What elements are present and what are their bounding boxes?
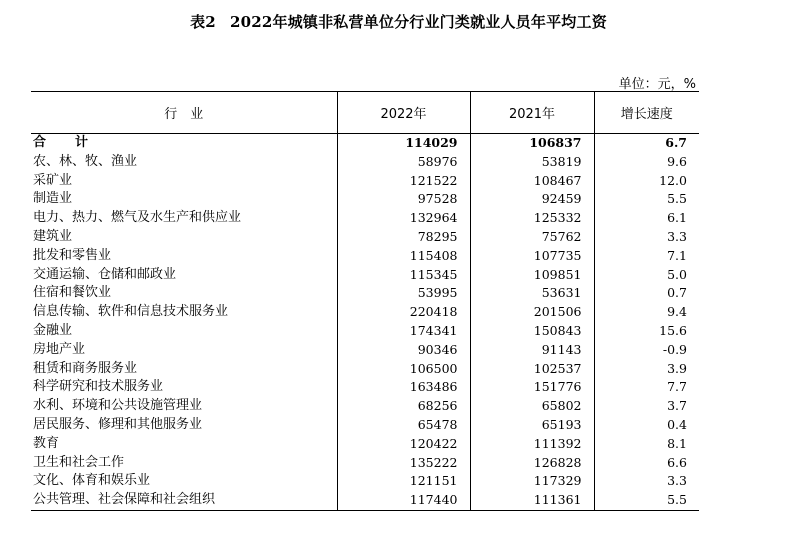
industry-name-cell: 制造业 bbox=[33, 191, 73, 207]
table-row bbox=[31, 397, 699, 416]
wage-2022-cell: 121522 bbox=[337, 172, 470, 191]
industry-name-cell: 公共管理、社会保障和社会组织 bbox=[31, 491, 337, 510]
growth-rate-cell: 5.5 bbox=[594, 491, 699, 510]
industry-name-cell: 租赁和商务服务业 bbox=[33, 360, 138, 376]
wage-table bbox=[31, 91, 699, 511]
wage-2022-cell: 90346 bbox=[337, 341, 470, 360]
wage-2022-cell: 106500 bbox=[337, 360, 470, 379]
table-row bbox=[31, 435, 699, 454]
table-row bbox=[31, 472, 699, 491]
industry-name-cell: 农、林、牧、渔业 bbox=[33, 153, 138, 169]
header-industry: 行 业 bbox=[31, 92, 337, 134]
growth-rate-cell: 5.0 bbox=[594, 266, 699, 285]
table-row bbox=[31, 341, 699, 360]
wage-2022-cell: 115408 bbox=[337, 247, 470, 266]
wage-2022-cell: 58976 bbox=[337, 153, 470, 172]
wage-2021-cell: 117329 bbox=[470, 472, 594, 491]
industry-name-cell: 文化、体育和娱乐业 bbox=[33, 473, 151, 489]
growth-rate-cell: -0.9 bbox=[594, 341, 699, 360]
wage-2021-cell: 125332 bbox=[470, 209, 594, 228]
wage-2022-cell: 97528 bbox=[337, 190, 470, 209]
industry-name-cell: 采矿业 bbox=[33, 172, 73, 188]
unit-label: 单位：元，% bbox=[618, 77, 696, 92]
industry-name-cell: 金融业 bbox=[33, 322, 73, 338]
wage-2022-cell: 120422 bbox=[337, 435, 470, 454]
wage-2021-cell: 65802 bbox=[470, 397, 594, 416]
growth-rate-cell: 3.3 bbox=[594, 472, 699, 491]
growth-rate-cell: 15.6 bbox=[594, 322, 699, 341]
growth-rate-cell: 6.7 bbox=[594, 134, 699, 153]
industry-name-cell: 电力、热力、燃气及水生产和供应业 bbox=[33, 210, 242, 226]
wage-2021-cell: 108467 bbox=[470, 172, 594, 191]
growth-rate-cell: 3.7 bbox=[594, 397, 699, 416]
wage-2021-cell: 53631 bbox=[470, 284, 594, 303]
wage-2022-cell: 53995 bbox=[337, 284, 470, 303]
wage-2021-cell: 111392 bbox=[470, 435, 594, 454]
industry-name-cell: 卫生和社会工作 bbox=[33, 454, 125, 470]
table-row bbox=[31, 209, 699, 228]
growth-rate-cell: 9.6 bbox=[594, 153, 699, 172]
growth-rate-cell: 0.7 bbox=[594, 284, 699, 303]
growth-rate-cell: 7.1 bbox=[594, 247, 699, 266]
industry-name-cell: 居民服务、修理和其他服务业 bbox=[33, 416, 203, 432]
growth-rate-cell: 6.1 bbox=[594, 209, 699, 228]
wage-2022-cell: 117440 bbox=[337, 491, 470, 510]
header-row bbox=[31, 92, 699, 134]
growth-rate-cell: 0.4 bbox=[594, 416, 699, 435]
wage-2022-cell: 68256 bbox=[337, 397, 470, 416]
header-2021: 2021年 bbox=[470, 92, 594, 134]
wage-2022-cell: 114029 bbox=[337, 134, 470, 153]
wage-2022-cell: 220418 bbox=[337, 303, 470, 322]
industry-name-cell: 合 计 bbox=[33, 135, 97, 150]
wage-2021-cell: 107735 bbox=[470, 247, 594, 266]
growth-rate-cell: 8.1 bbox=[594, 435, 699, 454]
table-row bbox=[31, 454, 699, 473]
growth-rate-cell: 3.9 bbox=[594, 360, 699, 379]
wage-2022-cell: 78295 bbox=[337, 228, 470, 247]
industry-name-cell: 交通运输、仓储和邮政业 bbox=[33, 266, 177, 282]
table-row bbox=[31, 378, 699, 397]
table-title-text: 2022年城镇非私营单位分行业门类就业人员年平均工资 bbox=[229, 13, 607, 31]
wage-2021-cell: 65193 bbox=[470, 416, 594, 435]
table-row bbox=[31, 491, 699, 510]
total-row bbox=[31, 134, 699, 153]
wage-2021-cell: 91143 bbox=[470, 341, 594, 360]
growth-rate-cell: 5.5 bbox=[594, 190, 699, 209]
growth-rate-cell: 9.4 bbox=[594, 303, 699, 322]
table-row bbox=[31, 303, 699, 322]
wage-2021-cell: 106837 bbox=[470, 134, 594, 153]
growth-rate-cell: 3.3 bbox=[594, 228, 699, 247]
wage-2022-cell: 132964 bbox=[337, 209, 470, 228]
wage-2021-cell: 126828 bbox=[470, 454, 594, 473]
wage-2021-cell: 201506 bbox=[470, 303, 594, 322]
wage-2021-cell: 92459 bbox=[470, 190, 594, 209]
table-row bbox=[31, 266, 699, 285]
table-row bbox=[31, 190, 699, 209]
wage-2021-cell: 53819 bbox=[470, 153, 594, 172]
table-body bbox=[31, 134, 699, 511]
header-2022: 2022年 bbox=[337, 92, 470, 134]
growth-rate-cell: 7.7 bbox=[594, 378, 699, 397]
table-row bbox=[31, 247, 699, 266]
wage-2022-cell: 121151 bbox=[337, 472, 470, 491]
table-row bbox=[31, 322, 699, 341]
table-row bbox=[31, 228, 699, 247]
industry-name-cell: 住宿和餐饮业 bbox=[33, 285, 112, 301]
table-row bbox=[31, 284, 699, 303]
table-row bbox=[31, 360, 699, 379]
wage-2021-cell: 111361 bbox=[470, 491, 594, 510]
growth-rate-cell: 12.0 bbox=[594, 172, 699, 191]
industry-name-cell: 批发和零售业 bbox=[33, 247, 112, 263]
wage-2021-cell: 151776 bbox=[470, 378, 594, 397]
industry-name-cell: 建筑业 bbox=[33, 228, 73, 244]
wage-2022-cell: 174341 bbox=[337, 322, 470, 341]
industry-name-cell: 科学研究和技术服务业 bbox=[33, 379, 164, 395]
table-row bbox=[31, 416, 699, 435]
table-row bbox=[31, 172, 699, 191]
wage-2022-cell: 115345 bbox=[337, 266, 470, 285]
table-title bbox=[0, 11, 797, 32]
industry-name-cell: 房地产业 bbox=[33, 341, 86, 357]
wage-2022-cell: 163486 bbox=[337, 378, 470, 397]
wage-2021-cell: 150843 bbox=[470, 322, 594, 341]
wage-2021-cell: 109851 bbox=[470, 266, 594, 285]
industry-name-cell: 水利、环境和公共设施管理业 bbox=[33, 398, 203, 414]
table-row bbox=[31, 153, 699, 172]
wage-2022-cell: 65478 bbox=[337, 416, 470, 435]
growth-rate-cell: 6.6 bbox=[594, 454, 699, 473]
table-number: 表2 bbox=[190, 13, 216, 31]
industry-name-cell: 信息传输、软件和信息技术服务业 bbox=[33, 304, 229, 320]
wage-2021-cell: 75762 bbox=[470, 228, 594, 247]
header-growth: 增长速度 bbox=[594, 92, 699, 134]
industry-name-cell: 教育 bbox=[33, 435, 60, 451]
wage-2022-cell: 135222 bbox=[337, 454, 470, 473]
wage-2021-cell: 102537 bbox=[470, 360, 594, 379]
